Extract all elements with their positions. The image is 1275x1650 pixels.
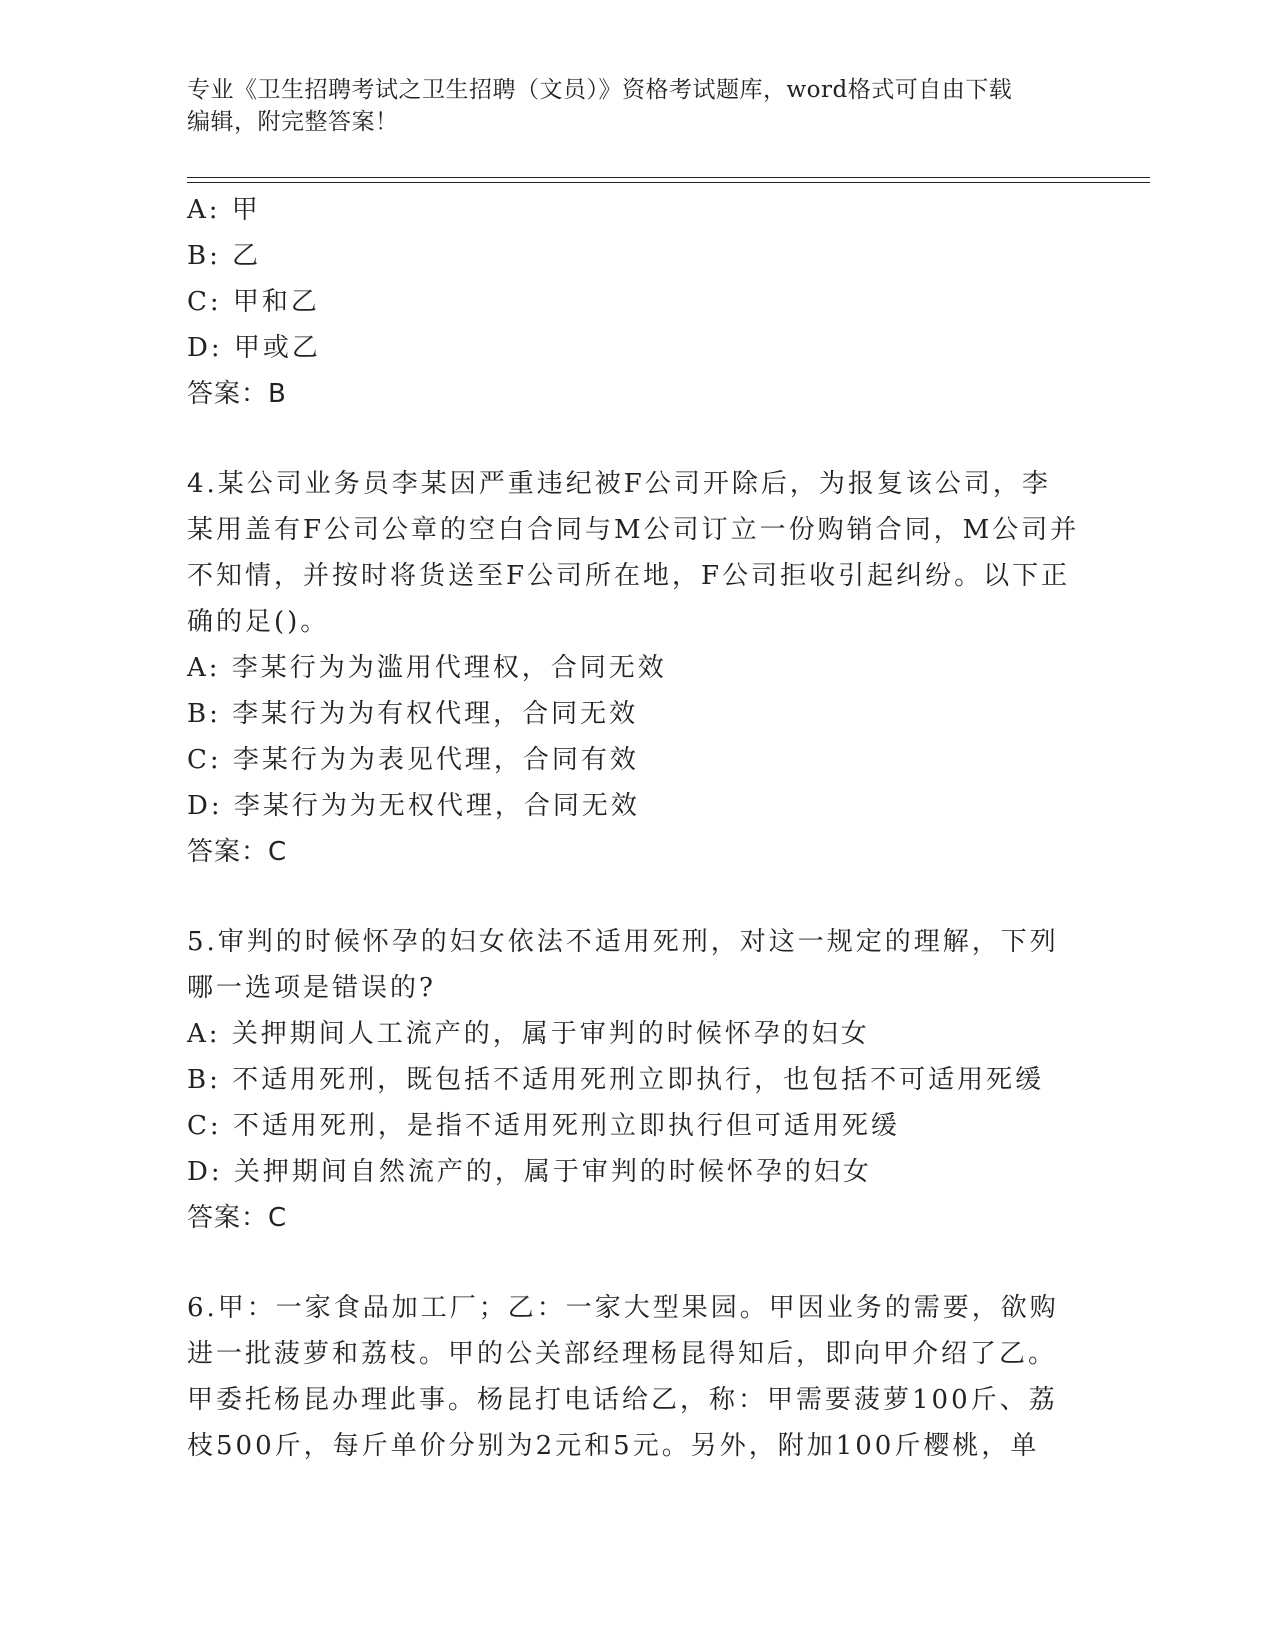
option-b: B: 不适用死刑，既包括不适用死刑立即执行，也包括不可适用死缓 (187, 1065, 1045, 1095)
header-divider-bottom (187, 182, 1150, 183)
question-4 (187, 461, 1087, 875)
header-line-2: 编辑，附完整答案！ (187, 109, 399, 135)
option-a: A: 关押期间人工流产的，属于审判的时候怀孕的妇女 (187, 1019, 870, 1049)
option-c: C: 不适用死刑，是指不适用死刑立即执行但可适用死缓 (187, 1111, 900, 1141)
option-d: D: 甲或乙 (187, 333, 321, 363)
spacer (187, 1241, 1087, 1285)
question-stem-line: 确的足()。 (187, 607, 330, 637)
option-d: D: 李某行为为无权代理，合同无效 (187, 791, 640, 821)
option-b: B: 李某行为为有权代理，合同无效 (187, 699, 639, 729)
question-stem-line: 哪一选项是错误的? (187, 973, 436, 1003)
option-c: C: 甲和乙 (187, 287, 320, 317)
option-b: B: 乙 (187, 241, 262, 271)
question-stem-line: 甲委托杨昆办理此事。杨昆打电话给乙，称：甲需要菠萝100斤、荔 (187, 1385, 1058, 1415)
question-stem-line: 某用盖有F公司公章的空白合同与M公司订立一份购销合同，M公司并 (187, 515, 1080, 545)
option-a: A: 甲 (187, 195, 261, 225)
option-c: C: 李某行为为表见代理，合同有效 (187, 745, 639, 775)
option-a: A: 李某行为为滥用代理权，合同无效 (187, 653, 667, 683)
question-stem-line: 6.甲：一家食品加工厂；乙：一家大型果园。甲因业务的需要，欲购 (187, 1293, 1059, 1323)
question-list (187, 187, 1087, 1469)
document-header (187, 74, 1067, 138)
question-3 (187, 187, 1087, 417)
header-line-1: 专业《卫生招聘考试之卫生招聘（文员）》资格考试题库，word格式可自由下载 (187, 77, 1013, 103)
question-stem-line: 进一批菠萝和荔枝。甲的公关部经理杨昆得知后，即向甲介绍了乙。 (187, 1339, 1058, 1369)
spacer (187, 417, 1087, 461)
question-stem-line: 枝500斤，每斤单价分别为2元和5元。另外，附加100斤樱桃，单 (187, 1431, 1040, 1461)
question-6 (187, 1285, 1087, 1469)
question-stem-line: 4.某公司业务员李某因严重违纪被F公司开除后，为报复该公司，李 (187, 469, 1051, 499)
spacer (187, 875, 1087, 919)
answer: 答案：C (187, 1203, 288, 1233)
question-stem-line: 不知情，并按时将货送至F公司所在地，F公司拒收引起纠纷。以下正 (187, 561, 1071, 591)
question-5 (187, 919, 1087, 1241)
header-divider-top (187, 177, 1150, 178)
answer: 答案：B (187, 379, 287, 409)
option-d: D: 关押期间自然流产的，属于审判的时候怀孕的妇女 (187, 1157, 872, 1187)
question-stem-line: 5.审判的时候怀孕的妇女依法不适用死刑，对这一规定的理解，下列 (187, 927, 1059, 957)
answer: 答案：C (187, 837, 288, 867)
